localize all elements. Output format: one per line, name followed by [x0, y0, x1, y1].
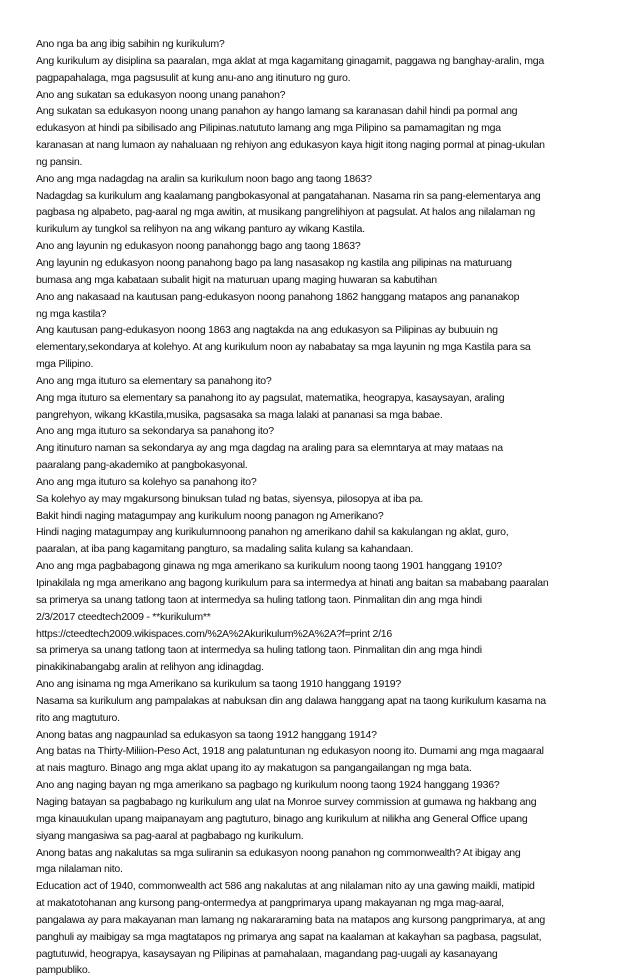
text-line: mga Pilipino.: [36, 358, 94, 371]
text-line: Naging batayan sa pagbabago ng kurikulum ang ulat na Monroe survey commission at gumawa ng hakbang ang: [36, 795, 537, 808]
text-line: siyang mangasiwa sa pag-aaral at pagbabago ng kurikulum.: [36, 829, 304, 842]
text-line: Ang layunin ng edukasyon noong panahong bago pa lang nasasakop ng kastila ang pilipinas na maturuang: [36, 256, 512, 269]
text-line: Anong batas ang nakalutas sa mga suliranin sa edukasyon noong panahon ng commonwealth? At ibigay ang: [36, 846, 521, 859]
text-line: Ano ang isinama ng mga Amerikano sa kurikulum sa taong 1910 hanggang 1919?: [36, 678, 401, 691]
text-line: ng mga kastila?: [36, 307, 107, 320]
text-line: kurikulum ay tungkol sa relihyon na ang wikang panturo ay wikang Kastila.: [36, 223, 365, 236]
text-line: Ang itinuturo naman sa sekondarya ay ang mga dagdag na araling para sa elemntarya at may mataas na: [36, 442, 503, 455]
text-line: Nasama sa kurikulum ang pampalakas at nabuksan din ang dalawa hanggang apat na taong kurikulum kasama na: [36, 694, 546, 707]
document-body: [36, 36, 608, 979]
text-line: edukasyon at hindi pa sibilisado ang Pilipinas.natututo lamang ang mga Pilipino sa pamamagitan ng mga: [36, 122, 501, 135]
text-line: Nadagdag sa kurikulum ang kaalamang pangbokasyonal at pangatahanan. Nasama rin sa pang-elementarya ang: [36, 189, 541, 202]
text-line: Ano ang layunin ng edukasyon noong panahongg bago ang taong 1863?: [36, 240, 361, 253]
text-line: https://cteedtech2009.wikispaces.com/%2A%2Akurikulum%2A%2A?f=print 2/16: [36, 627, 392, 640]
text-line: Ang sukatan sa edukasyon noong unang panahon ay hango lamang sa karanasan dahil hindi pa pormal ang: [36, 105, 518, 118]
text-line: Ano nga ba ang ibig sabihin ng kurikulum?: [36, 38, 225, 50]
text-line: sa primerya sa unang tatlong taon at intermedya sa huling tatlong taon. Pinmalitan din ang mga hindi: [36, 593, 482, 606]
text-line: pinakikinabangabg aralin at relihyon ang idinagdag.: [36, 661, 264, 674]
text-line: paaralan, at iba pang kagamitang pangturo, sa madaling salita kulang sa kahandaan.: [36, 543, 414, 556]
text-line: Ano ang mga ituturo sa kolehyo sa panahong ito?: [36, 475, 257, 488]
text-line: Ang mga ituturo sa elementary sa panahong ito ay pagsulat, matematika, heograpya, kasaysayan, araling: [36, 391, 505, 404]
text-line: Ang batas na Thirty-Miliion-Peso Act, 1918 ang palatuntunan ng edukasyon noong ito. Dumami ang mga magaaral: [36, 745, 544, 758]
text-line: Ano ang naging bayan ng mga amerikano sa pagbago ng kurikulum noong taong 1924 hanggang 1936?: [36, 779, 500, 792]
text-line: sa primerya sa unang tatlong taon at intermedya sa huling tatlong taon. Pinmalitan din ang mga hindi: [36, 644, 482, 657]
text-line: 2/3/2017 cteedtech2009 - **kurikulum**: [36, 610, 211, 623]
text-line: Anong batas ang nagpaunlad sa edukasyon sa taong 1912 hanggang 1914?: [36, 728, 377, 741]
text-line: at makatotohanan ang kursong pang-ontermedya at pangprimarya upang makayanan ng mga mag-aaral,: [36, 897, 504, 910]
text-line: Ano ang nakasaad na kautusan pang-edukasyon noong panahong 1862 hanggang matapos ang pananakop: [36, 290, 520, 303]
text-line: pangrehyon, wikang kKastila,musika, pagsasaka sa maga lalaki at pananasi sa mga babae.: [36, 408, 443, 421]
text-line: Ipinakilala ng mga amerikano ang bagong kurikulum para sa intermedya at hinati ang baitan sa mababang paaralan: [36, 577, 549, 589]
text-line: mga kinauukulan upang maipanayam ang pagtuturo, binago ang kurikulum at nilikha ang General Office upang: [36, 812, 528, 825]
text-line: pagbasa ng alpabeto, pag-aaral ng mga awitin, at musikang pangrelihiyon at pagsulat. At halos ang nilalaman ng: [36, 206, 536, 219]
text-line: pagtutuwid, heograpya, kasaysayan ng Pilipinas at pamahalaan, magandang pag-uugali ay kasanayang: [36, 947, 498, 960]
text-line: elementary,sekondarya at kolehyo. At ang kurikulum noon ay nababatay sa mga layunin ng mga Kastila para sa: [36, 341, 531, 354]
text-line: Education act of 1940, commonwealth act 586 ang nakalutas at ang nilalaman nito ay una gawing maikli, matipid: [36, 880, 535, 893]
text-line: pampubliko.: [36, 964, 91, 977]
text-line: Ano ang sukatan sa edukasyon noong unang panahon?: [36, 88, 286, 101]
text-line: paaralang pang-akademiko at pangbokasyonal.: [36, 459, 248, 472]
text-line: Ano ang mga nadagdag na aralin sa kurikulum noon bago ang taong 1863?: [36, 172, 372, 185]
text-line: Bakit hindi naging matagumpay ang kurikulum noong panagon ng Amerikano?: [36, 509, 384, 522]
text-line: pagpapahalaga, mga pagsusulit at kung anu-ano ang itinuturo ng guro.: [36, 71, 351, 84]
text-line: mga nilalaman nito.: [36, 863, 123, 876]
text-line: Ano ang mga ituturo sa sekondarya sa panahong ito?: [36, 425, 274, 438]
text-line: rito ang magtuturo.: [36, 711, 120, 724]
text-line: Hindi naging matagumpay ang kurikulumnoong panahon ng amerikano dahil sa kakulangan ng aklat, guro,: [36, 526, 509, 539]
text-line: ng pansin.: [36, 155, 83, 168]
text-line: panghuli ay maibigay sa mga magtatapos ng primarya ang sapat na kaalaman at kakayhan sa pagbasa, pagsulat,: [36, 930, 542, 943]
text-line: Ang kurikulum ay disiplina sa paaralan, mga aklat at mga kagamitang ginagamit, paggawa ng banghay-aralin, mga: [36, 54, 545, 67]
text-line: Ano ang mga pagbabagong ginawa ng mga amerikano sa kurikulum noong taong 1901 hanggang 1910?: [36, 560, 503, 573]
text-line: Ano ang mga ituturo sa elementary sa panahong ito?: [36, 374, 272, 387]
text-line: pangalawa ay para makayanan man lamang ng nakararaming bata na matapos ang kursong pangprimarya, at ang: [36, 913, 545, 926]
text-line: bumasa ang mga kabataan subalit higit na maturuan upang maging huwaran sa kabutihan: [36, 273, 437, 286]
text-line: Sa kolehyo ay may mgakursong binuksan tulad ng batas, siyensya, pilosopya at iba pa.: [36, 492, 424, 505]
text-line: Ang kautusan pang-edukasyon noong 1863 ang nagtakda na ang edukasyon sa Pilipinas ay bubuuin ng: [36, 324, 498, 337]
text-line: at nais magturo. Binago ang mga aklat upang ito ay makatugon sa pangangailangan ng mga bata.: [36, 762, 472, 775]
text-line: karanasan at nang lumaon ay nahaluaan ng rehiyon ang edukasyon kaya higit itong naging pormal at pinag-ukulan: [36, 139, 545, 152]
